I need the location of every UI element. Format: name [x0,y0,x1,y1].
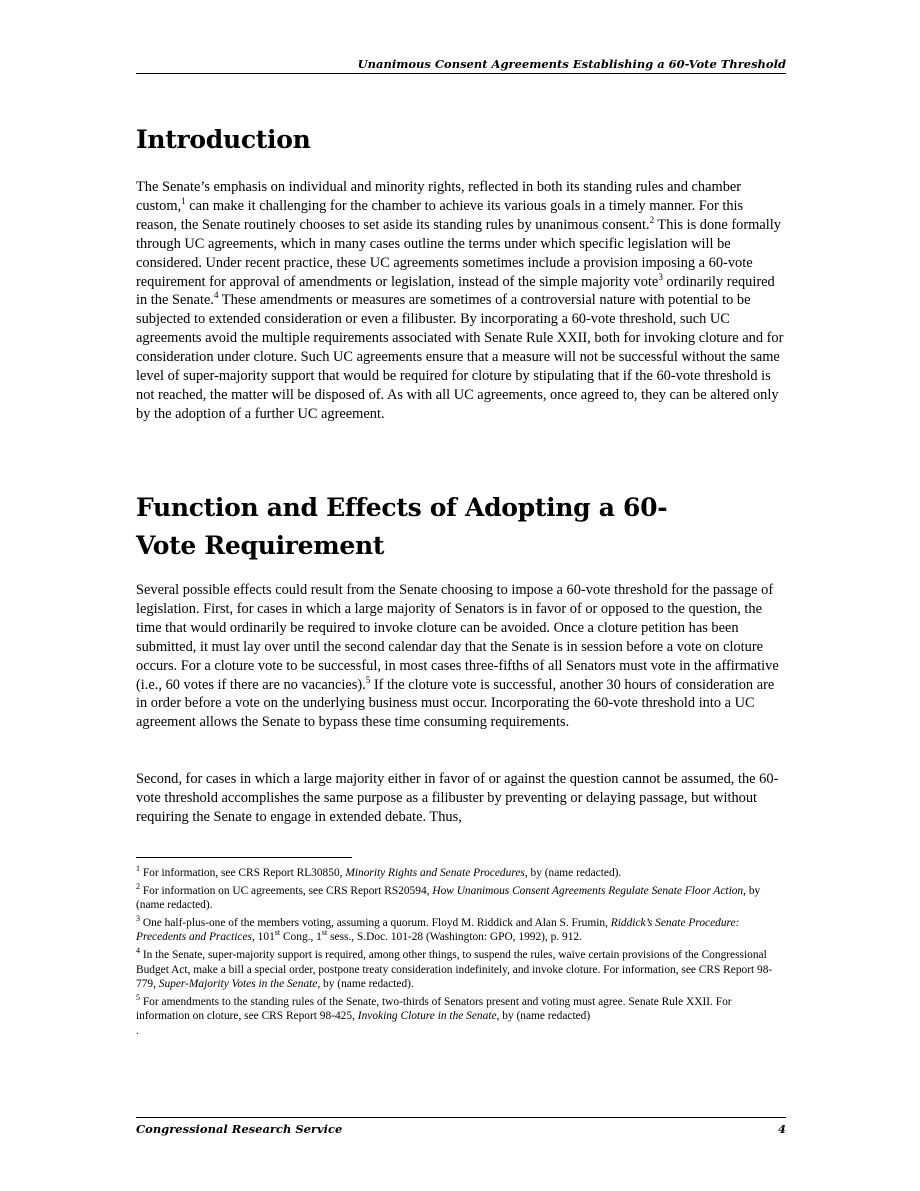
footnote-number: 4 [136,946,140,956]
footnote-ref[interactable]: 5 [365,674,371,685]
footnote-5: $^5$ For amendments to the standing rules of the Senate, two-thirds of Senators present and voting must agree. Senate Rule XXII. For information on cloture, see CRS Report 98-425, Invoking Cloture in the Senate, by (name redacted) [136,992,732,1023]
function-paragraph-2: Second, for cases in which a large majority either in favor of or against the question cannot be assumed, the 60-vote threshold accomplishes the same purpose as a filibuster by preventing or delaying passage, but without requiring the Senate to engage in extended debate. Thus, [136,771,779,825]
intro-paragraph: The Senate’s emphasis on individual and minority rights, reflected in both its standing rules and chamber custom,$^1$ can make it challenging for the chamber to achieve its various goals in a timely manner. For this reason, the Senate routinely chooses to set aside its standing rules by unanimous consent.$^2$ This is done formally through UC agreements, which in many cases outline the terms under which specific legislation will be considered. Under recent practice, these UC agreements sometimes include a provision imposing a 60-vote requirement for approval of amendments or legislation, instead of the simple majority vote$^3$ ordinarily required in the Senate.$^4$ These amendments or measures are sometimes of a controversial nature with potential to be subjected to extended consideration or even a filibuster. By incorporating a 60-vote threshold, such UC agreements avoid the multiple requirements associated with Senate Rule XXII, both for invoking cloture and for consideration under cloture. Such UC agreements ensure that a measure will not be successful without the same level of super-majority support that would be required for cloture by stipulating that if the 60-vote threshold is not reached, the matter will be disposed of. As with all UC agreements, once agreed to, they can be altered only by the adoption of a further UC agreement. [136,179,784,422]
footnote-number: 2 [136,881,140,891]
footnote-ref[interactable]: 4 [213,290,219,301]
footnote-1: $^1$ For information, see CRS Report RL30850, Minority Rights and Senate Procedures, by (name redacted). [136,864,622,879]
footnote-ref[interactable]: 3 [658,271,663,282]
footnotes [136,866,786,1042]
footnote-3: $^3$ One half-plus-one of the members voting, assuming a quorum. Floyd M. Riddick and Alan S. Frumin, Riddick’s Senate Procedure: Precedents and Practices, 101st Cong., 1st sess., S.Doc. 101-28 (Washington: GPO, 1992), p. 912. [136,913,740,944]
footnote-2: $^2$ For information on UC agreements, see CRS Report RS20594, How Unanimous Consent Agreements Regulate Senate Floor Action, by (name redacted). [136,881,761,912]
function-paragraph-1: Several possible effects could result from the Senate choosing to impose a 60-vote threshold for the passage of legislation. First, for cases in which a large majority of Senators is in favor of or opposed to the question, the time that would ordinarily be required to invoke cloture can be avoided. Once a cloture petition has been submitted, it must lay over until the second calendar day that the Senate is in session before a vote on cloture occurs. For a cloture vote to be successful, in most cases three-fifths of all Senators must vote in the affirmative (i.e., 60 votes if there are no vacancies).$^5$ If the cloture vote is successful, another 30 hours of consideration are in order before a vote on the underlying business must occur. Incorporating the 60-vote threshold into a UC agreement allows the Senate to bypass these time consuming requirements. [136,582,779,731]
section-heading-introduction: Introduction [136,125,311,154]
footer-org: Congressional Research Service [136,1122,343,1136]
footnote-number: 3 [136,913,140,923]
footnote-4: $^4$ In the Senate, super-majority support is required, among other things, to suspend the rules, waive certain provisions of the Congressional Budget Act, make a bill a special order, postpone treaty consideration indefinitely, and invoke cloture. For information, see CRS Report 98-779, Super-Majority Votes in the Senate, by (name redacted). [136,946,773,991]
footnote-ref[interactable]: 2 [649,215,655,226]
footnote-number: 5 [136,992,140,1002]
page-number: 4 [777,1122,786,1136]
section-heading-function-effects: Function and Effects of Adopting a 60-Vote Requirement [136,493,668,560]
running-header: Unanimous Consent Agreements Establishing a 60-Vote Threshold [136,57,786,74]
footnote-separator [136,857,352,858]
footnote-ref[interactable]: 1 [181,196,186,207]
running-footer [136,1117,786,1136]
footnote-trailing-mark: . [136,1024,139,1037]
footnote-number: 1 [136,864,140,874]
